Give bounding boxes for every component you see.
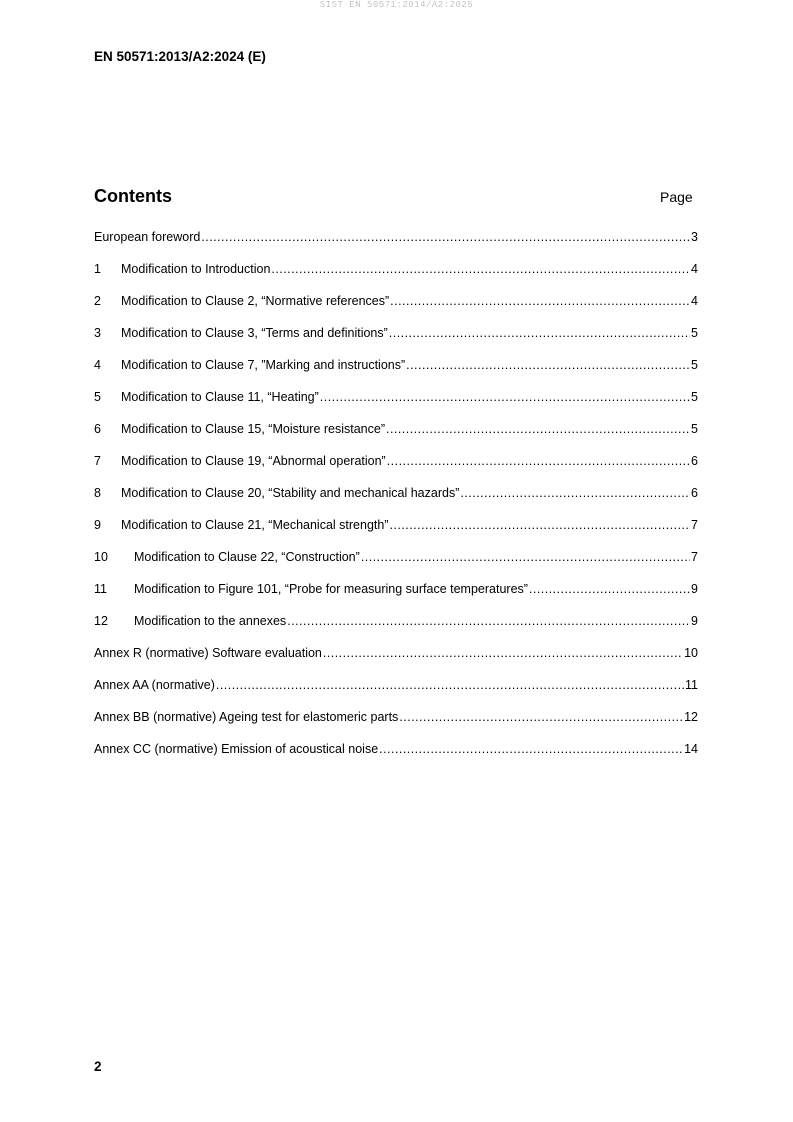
toc-entry-number: 1: [94, 262, 101, 276]
toc-entry-page: 4: [691, 294, 698, 308]
toc-entry-title: Modification to Clause 20, “Stability and mechanical hazards”: [121, 486, 460, 500]
toc-entry-page: 4: [691, 262, 698, 276]
toc-entry[interactable]: [94, 324, 698, 356]
toc-entry-number: 10: [94, 550, 108, 564]
toc-entry[interactable]: [94, 644, 698, 676]
toc-entry-title: Modification to Clause 22, “Construction”: [134, 550, 360, 564]
toc-entry-page: 7: [691, 550, 698, 564]
table-of-contents: [94, 228, 698, 772]
dot-leader: [271, 260, 690, 278]
toc-entry-page: 5: [691, 422, 698, 436]
toc-entry-title: Modification to the annexes: [134, 614, 287, 628]
toc-entry-number: 12: [94, 614, 108, 628]
toc-entry-number: 7: [94, 454, 101, 468]
dot-leader: [287, 612, 690, 630]
dot-leader: [320, 388, 690, 406]
toc-entry-title: Annex CC (normative) Emission of acoustical noise: [94, 742, 379, 756]
toc-entry[interactable]: [94, 292, 698, 324]
toc-entry-title: Modification to Figure 101, “Probe for measuring surface temperatures”: [134, 582, 528, 596]
toc-entry-number: 4: [94, 358, 101, 372]
toc-entry[interactable]: [94, 356, 698, 388]
dot-leader: [201, 228, 690, 246]
toc-entry-page: 3: [691, 230, 698, 244]
dot-leader: [379, 740, 683, 758]
toc-entry-page: 5: [691, 390, 698, 404]
toc-entry[interactable]: [94, 740, 698, 772]
toc-entry[interactable]: [94, 708, 698, 740]
toc-entry-title: Modification to Clause 19, “Abnormal operation”: [121, 454, 386, 468]
toc-entry-number: 6: [94, 422, 101, 436]
toc-entry-page: 6: [691, 454, 698, 468]
toc-entry[interactable]: [94, 516, 698, 548]
dot-leader: [529, 580, 690, 598]
toc-entry[interactable]: [94, 260, 698, 292]
toc-entry-title: Modification to Clause 3, “Terms and definitions”: [121, 326, 388, 340]
document-id: EN 50571:2013/A2:2024 (E): [94, 49, 266, 64]
dot-leader: [406, 356, 690, 374]
toc-entry-title: Modification to Clause 21, “Mechanical strength”: [121, 518, 389, 532]
toc-entry-page: 5: [691, 326, 698, 340]
toc-entry-page: 9: [691, 614, 698, 628]
dot-leader: [390, 292, 690, 310]
toc-entry[interactable]: [94, 484, 698, 516]
dot-leader: [460, 484, 690, 502]
toc-entry[interactable]: [94, 676, 698, 708]
dot-leader: [390, 516, 691, 534]
dot-leader: [323, 644, 683, 662]
dot-leader: [389, 324, 690, 342]
toc-entry-title: Modification to Clause 11, “Heating”: [121, 390, 319, 404]
toc-entry-title: Annex AA (normative): [94, 678, 215, 692]
toc-entry[interactable]: [94, 612, 698, 644]
dot-leader: [361, 548, 690, 566]
toc-entry-page: 14: [684, 742, 698, 756]
toc-entry[interactable]: [94, 452, 698, 484]
toc-entry-title: Modification to Clause 7, ”Marking and instructions”: [121, 358, 406, 372]
toc-entry-page: 7: [691, 518, 698, 532]
toc-entry-title: European foreword: [94, 230, 201, 244]
toc-entry-page: 12: [684, 710, 698, 724]
dot-leader: [399, 708, 683, 726]
toc-entry[interactable]: [94, 388, 698, 420]
toc-entry-number: 11: [94, 582, 107, 596]
toc-entry-page: 11: [685, 678, 698, 692]
toc-entry-number: 2: [94, 294, 101, 308]
toc-entry-number: 8: [94, 486, 101, 500]
dot-leader: [216, 676, 684, 694]
toc-entry-title: Annex R (normative) Software evaluation: [94, 646, 322, 660]
toc-entry-title: Annex BB (normative) Ageing test for elastomeric parts: [94, 710, 399, 724]
toc-entry[interactable]: [94, 420, 698, 452]
toc-entry-title: Modification to Clause 2, “Normative references”: [121, 294, 390, 308]
toc-entry-title: Modification to Introduction: [121, 262, 271, 276]
toc-entry-title: Modification to Clause 15, “Moisture resistance”: [121, 422, 386, 436]
toc-entry-page: 10: [684, 646, 698, 660]
contents-heading: Contents: [94, 186, 172, 206]
toc-entry-page: 6: [691, 486, 698, 500]
toc-entry-number: 3: [94, 326, 101, 340]
toc-entry-number: 9: [94, 518, 101, 532]
toc-entry-page: 9: [691, 582, 698, 596]
toc-entry[interactable]: [94, 228, 698, 260]
toc-entry[interactable]: [94, 580, 698, 612]
dot-leader: [386, 420, 690, 438]
toc-entry-page: 5: [691, 358, 698, 372]
watermark: SIST EN 50571:2014/A2:2025: [319, 0, 474, 10]
toc-entry-number: 5: [94, 390, 101, 404]
page-column-heading: Page: [660, 189, 693, 205]
toc-entry[interactable]: [94, 548, 698, 580]
dot-leader: [387, 452, 690, 470]
page-number: 2: [94, 1059, 102, 1074]
